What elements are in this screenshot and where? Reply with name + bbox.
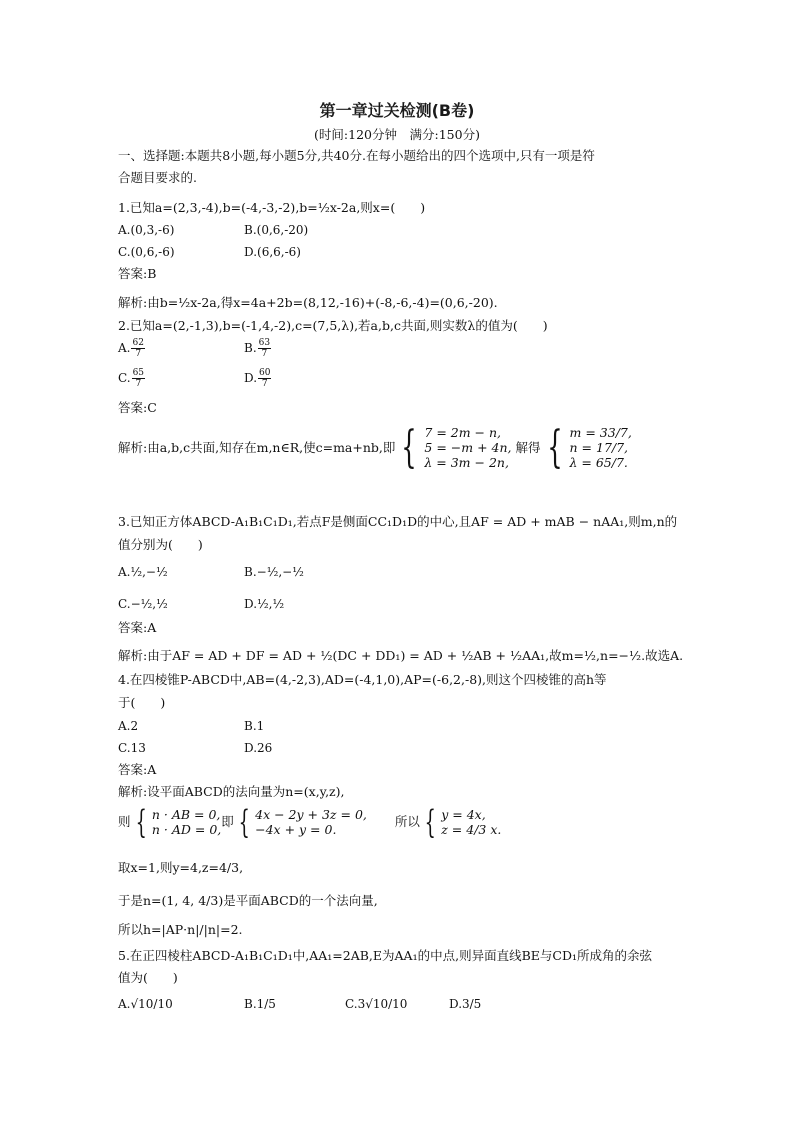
q1-option-c: C.(0,6,-6): [118, 245, 175, 259]
q4-take: 取x=1,则y=4,z=4/3,: [118, 860, 244, 875]
q4-option-c: C.13: [118, 741, 146, 755]
q2-option-a-num: 62: [132, 338, 144, 348]
q2-option-b-den: 7: [261, 349, 268, 359]
q5-stem-1: 5.在正四棱柱ABCD-A₁B₁C₁D₁中,AA₁=2AB,E为AA₁的中点,则异面直线BE与CD₁所成角的余弦: [118, 948, 652, 963]
left-brace-icon: {: [238, 803, 250, 841]
q1-analysis: 解析:由b=½x-2a,得x=4a+2b=(8,12,-16)+(-8,-6,-4)=(0,6,-20).: [118, 295, 498, 310]
left-brace-icon: {: [546, 421, 563, 473]
q2-analysis-prefix: 解析:由a,b,c共面,知存在m,n∈R,使c=ma+nb,即: [118, 439, 396, 455]
q4-sys2-eq-1: 4x − 2y + 3z = 0,: [255, 807, 367, 822]
q4-height: 所以h=|AP·n|/|n|=2.: [118, 922, 243, 937]
q2-option-a: [118, 338, 146, 359]
q4-then: 则: [118, 814, 131, 829]
q5-option-d: D.3/5: [449, 997, 482, 1011]
q4-analysis-1: 解析:设平面ABCD的法向量为n=(x,y,z),: [118, 784, 345, 799]
q2-stem: 2.已知a=(2,-1,3),b=(-1,4,-2),c=(7,5,λ),若a,b,c共面,则实数λ的值为( ): [118, 318, 548, 333]
q4-sys1-eq-1: n · AB = 0,: [151, 807, 221, 822]
q4-stem-2: 于( ): [118, 695, 166, 710]
q4-sys3-eq-1: y = 4x,: [441, 807, 486, 822]
q1-option-d: D.(6,6,-6): [244, 245, 301, 259]
q2-option-a-label: A.: [118, 341, 131, 355]
intro-line-1: 一、选择题:本题共8小题,每小题5分,共40分.在每小题给出的四个选项中,只有一项是符: [118, 148, 595, 163]
q3-answer: 答案:A: [118, 620, 157, 635]
q5-option-a: A.√10/10: [118, 997, 173, 1011]
q4-system-1: [131, 803, 222, 841]
q4-system-2: [234, 803, 367, 841]
q2-option-d: [244, 368, 272, 389]
q2-sol-1: m = 33/7,: [569, 425, 632, 440]
q4-system-3: [420, 803, 502, 841]
q3-option-b: B.−½,−½: [244, 565, 304, 579]
q2-option-d-num: 60: [259, 368, 271, 378]
page-title: 第一章过关检测(B卷): [319, 101, 475, 120]
q2-option-b: [244, 338, 272, 359]
q3-option-c: C.−½,½: [118, 597, 168, 611]
q1-option-b: B.(0,6,-20): [244, 223, 309, 237]
q4-sys1-eq-2: n · AD = 0,: [151, 822, 222, 837]
q2-option-b-num: 63: [258, 338, 271, 348]
page-subtitle: (时间:120分钟 满分:150分): [314, 127, 480, 142]
q2-option-d-label: D.: [244, 371, 258, 385]
q2-system: [395, 421, 512, 473]
q4-stem-1: 4.在四棱锥P-ABCD中,AB=(4,-2,3),AD=(-4,1,0),AP=(-6,2,-8),则这个四棱锥的高h等: [118, 672, 607, 687]
q3-option-d: D.½,½: [244, 597, 285, 611]
left-brace-icon: {: [424, 803, 436, 841]
q5-option-b: B.1/5: [244, 997, 276, 1011]
q3-option-a: A.½,−½: [118, 565, 168, 579]
q1-stem: [118, 200, 425, 216]
q2-solution: [541, 421, 632, 473]
q2-eq-3: λ = 3m − 2n,: [424, 455, 509, 470]
q4-normal: 于是n=(1, 4, 4/3)是平面ABCD的一个法向量,: [118, 893, 378, 908]
q2-eq-2: 5 = −m + 4n,: [424, 440, 512, 455]
q4-sys3-eq-2: z = 4/3 x.: [441, 822, 502, 837]
q4-systems: [118, 803, 502, 841]
q2-option-a-den: 7: [135, 349, 142, 359]
q4-ie: 即: [221, 814, 234, 829]
q1-stem-text: 1.已知a=(2,3,-4),b=(-4,-3,-2),b=½x-2a,则x=( ): [118, 200, 426, 215]
q2-eq-1: 7 = 2m − n,: [424, 425, 502, 440]
q2-option-c-den: 7: [135, 379, 142, 389]
intro-line-2: 合题目要求的.: [118, 170, 197, 185]
q2-sol-2: n = 17/7,: [569, 440, 629, 455]
q4-option-d: D.26: [244, 741, 273, 755]
q4-option-b: B.1: [244, 719, 265, 733]
left-brace-icon: {: [401, 421, 418, 473]
q4-so: 所以: [394, 814, 420, 829]
q5-stem-2: 值为( ): [118, 970, 178, 985]
q2-option-c: [118, 368, 146, 389]
q5-option-c: C.3√10/10: [345, 997, 408, 1011]
q2-answer: 答案:C: [118, 400, 157, 415]
q4-option-a: A.2: [118, 719, 139, 733]
q2-option-c-label: C.: [118, 371, 131, 385]
q3-stem-1: 3.已知正方体ABCD-A₁B₁C₁D₁,若点F是侧面CC₁D₁D的中心,且AF = AD + mAB − nAA₁,则m,n的: [118, 514, 678, 529]
q4-answer: 答案:A: [118, 762, 157, 777]
q2-analysis: [118, 421, 632, 473]
q1-option-a: A.(0,3,-6): [118, 223, 175, 237]
q2-solve-word: 解得: [515, 439, 541, 455]
q1-answer: 答案:B: [118, 266, 157, 281]
q2-option-d-den: 7: [261, 379, 268, 389]
q2-option-c-num: 65: [132, 368, 145, 378]
q3-analysis: 解析:由于AF = AD + DF = AD + ½(DC + DD₁) = AD + ½AB + ½AA₁,故m=½,n=−½.故选A.: [118, 648, 684, 663]
left-brace-icon: {: [135, 803, 147, 841]
q4-sys2-eq-2: −4x + y = 0.: [255, 822, 337, 837]
q2-sol-3: λ = 65/7.: [569, 455, 628, 470]
q2-option-b-label: B.: [244, 341, 257, 355]
q3-stem-2: 值分别为( ): [118, 537, 203, 552]
